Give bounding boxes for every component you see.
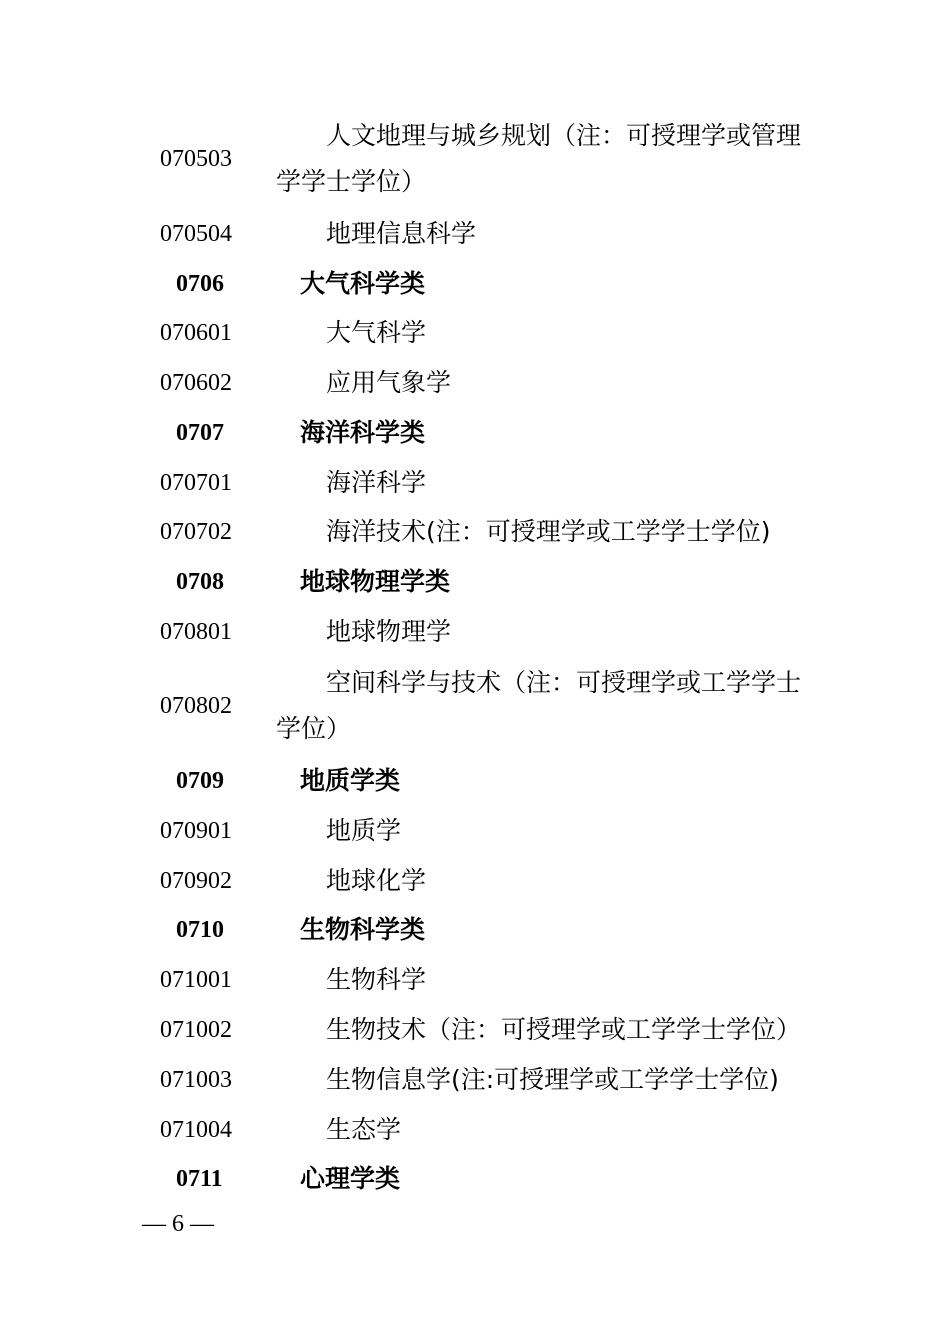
category-code: 0708 <box>176 569 224 595</box>
major-code: 070802 <box>160 693 232 719</box>
major-row <box>0 211 950 257</box>
major-name: 生物信息学(注:可授理学或工学学士学位) <box>326 1065 779 1094</box>
category-row <box>0 1156 950 1202</box>
major-name: 生态学 <box>326 1115 402 1144</box>
major-name: 地理信息科学 <box>326 219 477 248</box>
major-name: 地质学 <box>326 816 402 845</box>
category-name: 生物科学类 <box>300 915 426 944</box>
category-name: 大气科学类 <box>300 269 426 298</box>
category-name: 地球物理学类 <box>300 567 451 596</box>
category-name: 地质学类 <box>300 766 401 795</box>
category-row <box>0 758 950 804</box>
major-code: 070601 <box>160 320 232 346</box>
major-row <box>0 660 950 752</box>
major-name: 生物科学 <box>326 965 427 994</box>
major-row <box>0 310 950 356</box>
major-code: 071002 <box>160 1017 232 1043</box>
category-code: 0710 <box>176 917 224 943</box>
major-code: 070702 <box>160 519 232 545</box>
major-row <box>0 113 950 205</box>
category-row <box>0 410 950 456</box>
major-name: 海洋技术(注：可授理学或工学学士学位) <box>326 517 771 546</box>
category-code: 0707 <box>176 420 224 446</box>
major-name: 生物技术（注：可授理学或工学学士学位） <box>326 1015 802 1044</box>
major-row <box>0 360 950 406</box>
major-row <box>0 609 950 655</box>
major-name: 人文地理与城乡规划（注：可授理学或管理学学士学位） <box>276 121 802 196</box>
major-code: 070503 <box>160 146 232 172</box>
major-name: 空间科学与技术（注：可授理学或工学学士学位） <box>276 668 802 743</box>
category-code: 0706 <box>176 271 224 297</box>
major-code: 071004 <box>160 1117 232 1143</box>
major-row <box>0 509 950 555</box>
major-name: 海洋科学 <box>326 468 427 497</box>
major-code: 070504 <box>160 221 232 247</box>
major-code: 071001 <box>160 967 232 993</box>
category-row <box>0 907 950 953</box>
major-row <box>0 808 950 854</box>
major-row <box>0 957 950 1003</box>
category-code: 0711 <box>176 1166 223 1192</box>
major-name: 地球化学 <box>326 866 427 895</box>
major-name: 大气科学 <box>326 318 427 347</box>
major-code: 070801 <box>160 619 232 645</box>
category-name: 海洋科学类 <box>300 418 426 447</box>
major-code: 070902 <box>160 868 232 894</box>
major-row <box>0 460 950 506</box>
major-name: 应用气象学 <box>326 368 452 397</box>
category-code: 0709 <box>176 768 224 794</box>
major-row <box>0 1057 950 1103</box>
major-row <box>0 1007 950 1053</box>
major-code: 070901 <box>160 818 232 844</box>
major-code: 070701 <box>160 470 232 496</box>
major-code: 071003 <box>160 1067 232 1093</box>
category-row <box>0 261 950 307</box>
category-name: 心理学类 <box>300 1164 401 1193</box>
major-code: 070602 <box>160 370 232 396</box>
major-row <box>0 1107 950 1153</box>
page-number: — 6 — <box>142 1211 214 1237</box>
major-name: 地球物理学 <box>326 617 452 646</box>
major-row <box>0 858 950 904</box>
category-row <box>0 559 950 605</box>
